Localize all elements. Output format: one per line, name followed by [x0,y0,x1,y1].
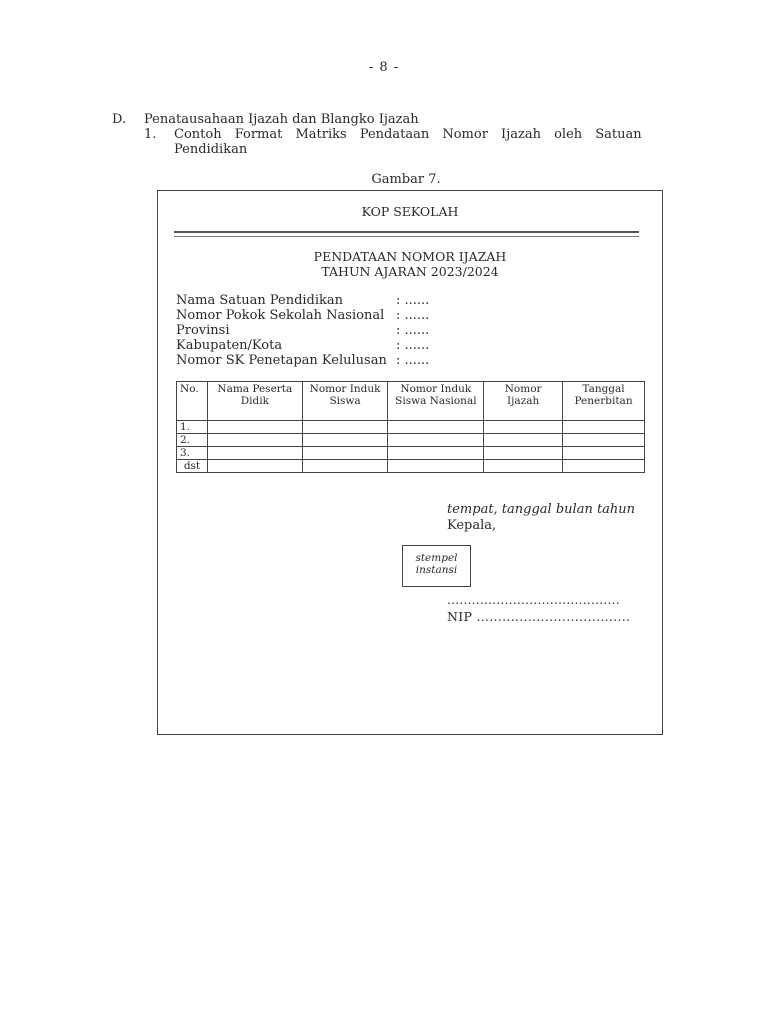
row-number: 1. [177,421,208,434]
info-fields [176,293,429,368]
table-cell [484,434,563,447]
signature-name-line: .......................................... [447,593,620,607]
kop-rule-thick [174,231,639,233]
table-cell [302,447,388,460]
table-cell [484,421,563,434]
form-title-line2: TAHUN AJARAN 2023/2024 [321,264,499,279]
table-cell [302,421,388,434]
table-row [177,447,645,460]
table-row [177,421,645,434]
stamp-line2: instansi [415,564,458,576]
table-cell [302,460,388,473]
form-frame [157,190,663,735]
table-cell [207,434,302,447]
field-label: Kabupaten/Kota [176,338,283,353]
table-cell [563,460,645,473]
row-number: 3. [177,447,208,460]
field-label: Nomor Pokok Sekolah Nasional [176,308,385,323]
section-letter: D. [112,112,127,127]
header-no: No. [177,382,208,421]
header-nomor-induk-siswa: Nomor Induk Siswa [302,382,388,421]
table-cell [207,447,302,460]
kop-rule-thin [174,236,639,237]
table-cell [388,447,484,460]
ijazah-data-table [176,381,645,473]
stamp-box [402,545,471,587]
table-cell [563,447,645,460]
stamp-line1: stempel [415,552,458,564]
table-cell [484,447,563,460]
info-row [176,323,429,338]
signature-title: Kepala, [447,518,497,533]
table-cell [484,460,563,473]
table-row [177,434,645,447]
header-nama-peserta-didik: Nama Peserta Didik [207,382,302,421]
info-row [176,293,429,308]
row-number: 2. [177,434,208,447]
field-value: : ...... [396,353,430,368]
signature-nip: NIP .................................... [447,609,631,624]
field-label: Nomor SK Penetapan Kelulusan [176,353,387,368]
page-number: - 8 - [368,60,400,75]
field-label: Provinsi [176,323,230,338]
item-text-line2: Pendidikan [174,142,248,157]
header-nomor-ijazah: Nomor Ijazah [484,382,563,421]
info-row [176,308,429,323]
row-number: dst [177,460,208,473]
header-tanggal-penerbitan: Tanggal Penerbitan [563,382,645,421]
form-title-line1: PENDATAAN NOMOR IJAZAH [313,249,507,264]
signature-place-date: tempat, tanggal bulan tahun [447,502,636,517]
table-header-row [177,382,645,421]
figure-caption: Gambar 7. [371,172,441,187]
table-cell [207,421,302,434]
item-text-line1: Contoh Format Matriks Pendataan Nomor Ijazah oleh Satuan [174,127,642,142]
field-value: : ...... [396,338,430,353]
field-value: : ...... [396,293,430,308]
field-value: : ...... [396,308,430,323]
table-row [177,460,645,473]
table-cell [563,421,645,434]
field-label: Nama Satuan Pendidikan [176,293,344,308]
table-cell [563,434,645,447]
table-cell [388,421,484,434]
table-cell [207,460,302,473]
header-nisn: Nomor Induk Siswa Nasional [388,382,484,421]
table-cell [302,434,388,447]
table-cell [388,460,484,473]
info-row [176,338,429,353]
item-number: 1. [144,127,157,142]
kop-sekolah: KOP SEKOLAH [361,204,459,219]
table-cell [388,434,484,447]
info-row [176,353,429,368]
field-value: : ...... [396,323,430,338]
section-title: Penatausahaan Ijazah dan Blangko Ijazah [144,112,419,127]
